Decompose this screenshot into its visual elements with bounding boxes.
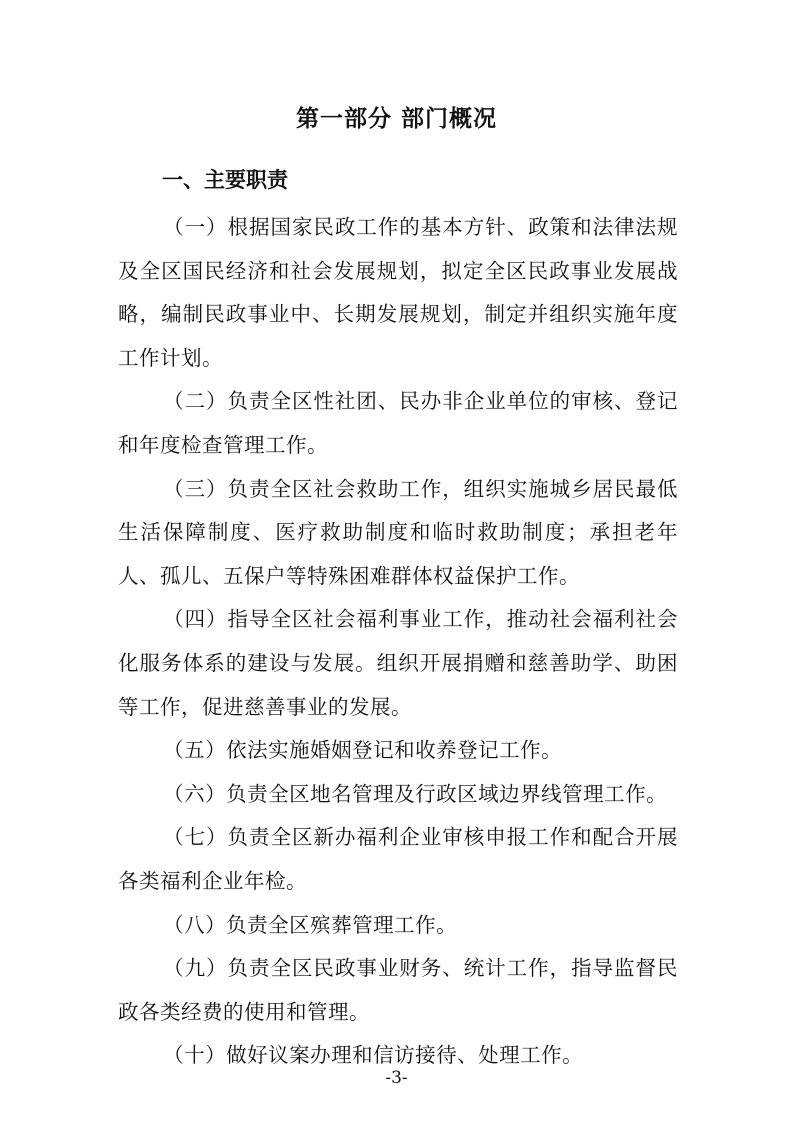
- section-heading: 一、主要职责: [162, 168, 288, 192]
- paragraph-duty-1: （一）根据国家民政工作的基本方针、政策和法律法规及全区国民经济和社会发展规划，拟定全区民政事业发展战略，编制民政事业中、长期发展规划，制定并组织实施年度工作计划。: [118, 215, 678, 370]
- page-title: 第一部分 部门概况: [295, 106, 497, 132]
- paragraph-duty-10: （十）做好议案办理和信访接待、处理工作。: [163, 1043, 584, 1068]
- paragraph-duty-9: （九）负责全区民政事业财务、统计工作，指导监督民政各类经费的使用和管理。: [118, 956, 678, 1024]
- paragraph-duty-7: （七）负责全区新办福利企业审核申报工作和配合开展各类福利企业年检。: [118, 825, 678, 893]
- page-number: -3-: [385, 1068, 408, 1088]
- paragraph-duty-6: （六）负责全区地名管理及行政区域边界线管理工作。: [163, 781, 668, 806]
- paragraph-duty-2: （二）负责全区性社团、民办非企业单位的审核、登记和年度检查管理工作。: [118, 389, 678, 457]
- paragraph-duty-8: （八）负责全区殡葬管理工作。: [163, 912, 458, 937]
- paragraph-duty-4: （四）指导全区社会福利事业工作，推动社会福利社会化服务体系的建设与发展。组织开展捐赠和慈善助学、助困等工作，促进慈善事业的发展。: [118, 607, 678, 719]
- document-body: [118, 206, 678, 1078]
- paragraph-duty-3: （三）负责全区社会救助工作，组织实施城乡居民最低生活保障制度、医疗救助制度和临时救助制度；承担老年人、孤儿、五保户等特殊困难群体权益保护工作。: [118, 476, 678, 588]
- paragraph-duty-5: （五）依法实施婚姻登记和收养登记工作。: [163, 738, 563, 763]
